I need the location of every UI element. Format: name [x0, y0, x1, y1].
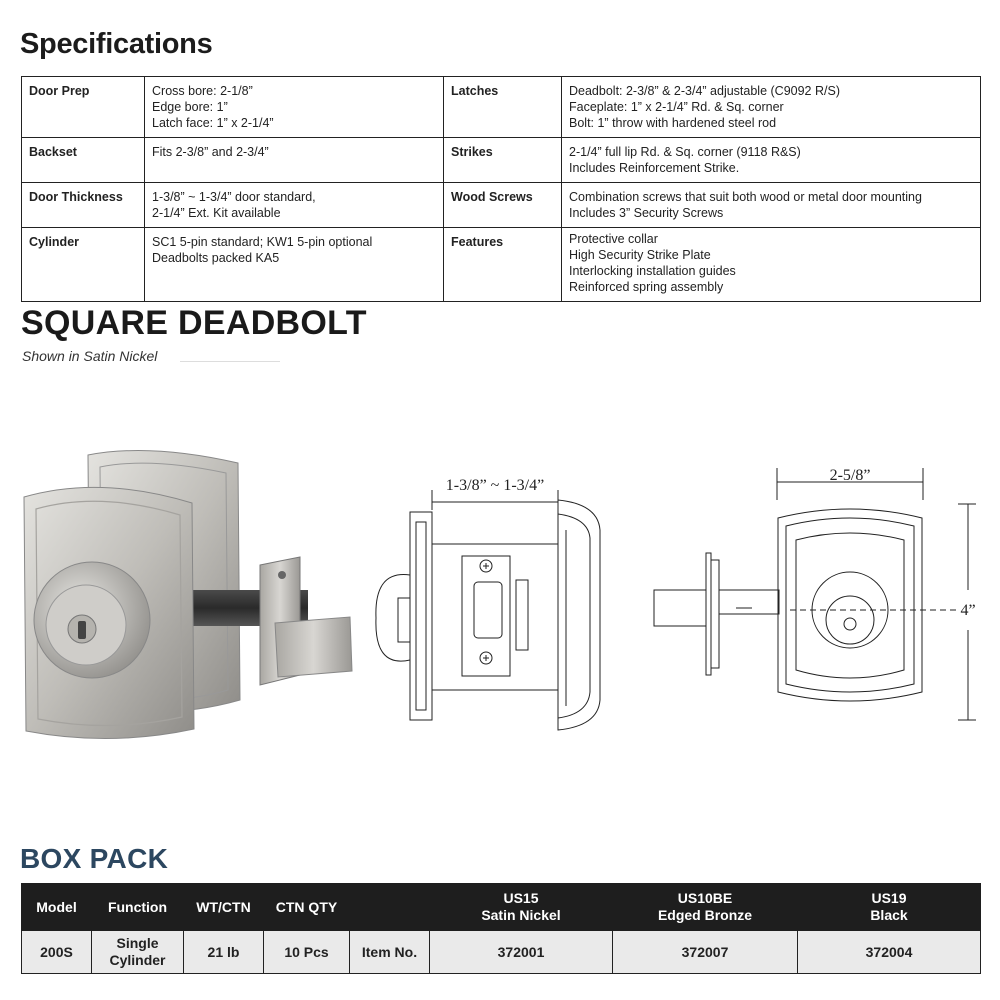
us19-code: US19 — [871, 890, 907, 906]
spec-value — [145, 228, 444, 302]
header-wt-ctn: WT/CTN — [184, 884, 264, 931]
door-thickness-dimension: 1-3/8” ~ 1-3/4” — [445, 477, 545, 494]
function-line: Cylinder — [109, 952, 166, 968]
spec-line: Bolt: 1” throw with hardened steel rod — [569, 116, 777, 130]
box-pack-data-row — [22, 931, 981, 974]
cell-model: 200S — [22, 931, 92, 974]
cell-ctn-qty: 10 Pcs — [264, 931, 350, 974]
deadbolt-photo — [20, 445, 360, 745]
spec-value — [562, 77, 981, 138]
spec-value — [562, 138, 981, 183]
box-pack-title: BOX PACK — [20, 843, 169, 874]
spec-value — [562, 228, 981, 302]
spec-line: 2-1/4” Ext. Kit available — [152, 206, 281, 220]
spec-label: Wood Screws — [444, 183, 562, 228]
spec-value — [562, 183, 981, 228]
spec-line: Edge bore: 1” — [152, 100, 228, 114]
specifications-title: Specifications — [20, 28, 213, 60]
spec-line: Reinforced spring assembly — [569, 280, 724, 294]
spec-value — [145, 183, 444, 228]
header-function: Function — [92, 884, 184, 931]
header-ctn-qty: CTN QTY — [264, 884, 350, 931]
cell-us19: 372004 — [798, 931, 981, 974]
us15-name: Satin Nickel — [481, 907, 561, 923]
specifications-table — [21, 76, 981, 302]
us10be-name: Edged Bronze — [657, 907, 753, 923]
product-subtitle: Shown in Satin Nickel — [22, 348, 158, 364]
spec-line: Deadbolt: 2-3/8” & 2-3/4” adjustable (C9092 R/S) — [569, 84, 840, 98]
spec-line: Deadbolts packed KA5 — [152, 251, 280, 265]
spec-line: Fits 2-3/8” and 2-3/4” — [152, 145, 269, 159]
spec-line: Interlocking installation guides — [569, 264, 736, 278]
cell-us15: 372001 — [430, 931, 613, 974]
spec-row-backset — [22, 138, 981, 183]
spec-label: Door Thickness — [22, 183, 145, 228]
spec-label: Features — [444, 228, 562, 302]
spec-line: Protective collar — [569, 232, 658, 246]
function-line: Single — [116, 935, 159, 951]
us15-code: US15 — [503, 890, 539, 906]
subtitle-rule — [180, 361, 280, 362]
spec-line: Faceplate: 1” x 2-1/4” Rd. & Sq. corner — [569, 100, 784, 114]
spec-value — [145, 77, 444, 138]
spec-line: Includes Reinforcement Strike. — [569, 161, 740, 175]
header-model: Model — [22, 884, 92, 931]
header-blank — [350, 884, 430, 931]
cell-wt-ctn: 21 lb — [184, 931, 264, 974]
spec-row-cylinder — [22, 228, 981, 302]
product-title: SQUARE DEADBOLT — [21, 304, 367, 342]
spec-line: High Security Strike Plate — [569, 248, 711, 262]
spec-label: Backset — [22, 138, 145, 183]
front-view-drawing — [640, 460, 995, 730]
spec-label: Strikes — [444, 138, 562, 183]
spec-line: Combination screws that suit both wood or metal door mounting — [569, 190, 922, 204]
us10be-code: US10BE — [677, 890, 733, 906]
spec-line: Latch face: 1” x 2-1/4” — [152, 116, 274, 130]
header-us19 — [798, 884, 981, 931]
header-us15 — [430, 884, 613, 931]
cell-us10be: 372007 — [613, 931, 798, 974]
header-us10be — [613, 884, 798, 931]
side-view-drawing — [370, 470, 610, 740]
box-pack-table — [21, 883, 981, 974]
cell-function — [92, 931, 184, 974]
spec-value — [145, 138, 444, 183]
cell-item-label: Item No. — [350, 931, 430, 974]
spec-line: 2-1/4” full lip Rd. & Sq. corner (9118 R&S) — [569, 145, 801, 159]
spec-line: Cross bore: 2-1/8” — [152, 84, 253, 98]
spec-label: Cylinder — [22, 228, 145, 302]
spec-label: Latches — [444, 77, 562, 138]
width-dimension: 2-5/8” — [829, 467, 871, 484]
spec-row-door-thickness — [22, 183, 981, 228]
spec-line: 1-3/8” ~ 1-3/4” door standard, — [152, 190, 316, 204]
spec-row-door-prep — [22, 77, 981, 138]
height-dimension: 4” — [960, 602, 976, 619]
spec-line: SC1 5-pin standard; KW1 5-pin optional — [152, 235, 373, 249]
spec-label: Door Prep — [22, 77, 145, 138]
box-pack-header-row — [22, 884, 981, 931]
spec-line: Includes 3” Security Screws — [569, 206, 724, 220]
us19-name: Black — [870, 907, 908, 923]
